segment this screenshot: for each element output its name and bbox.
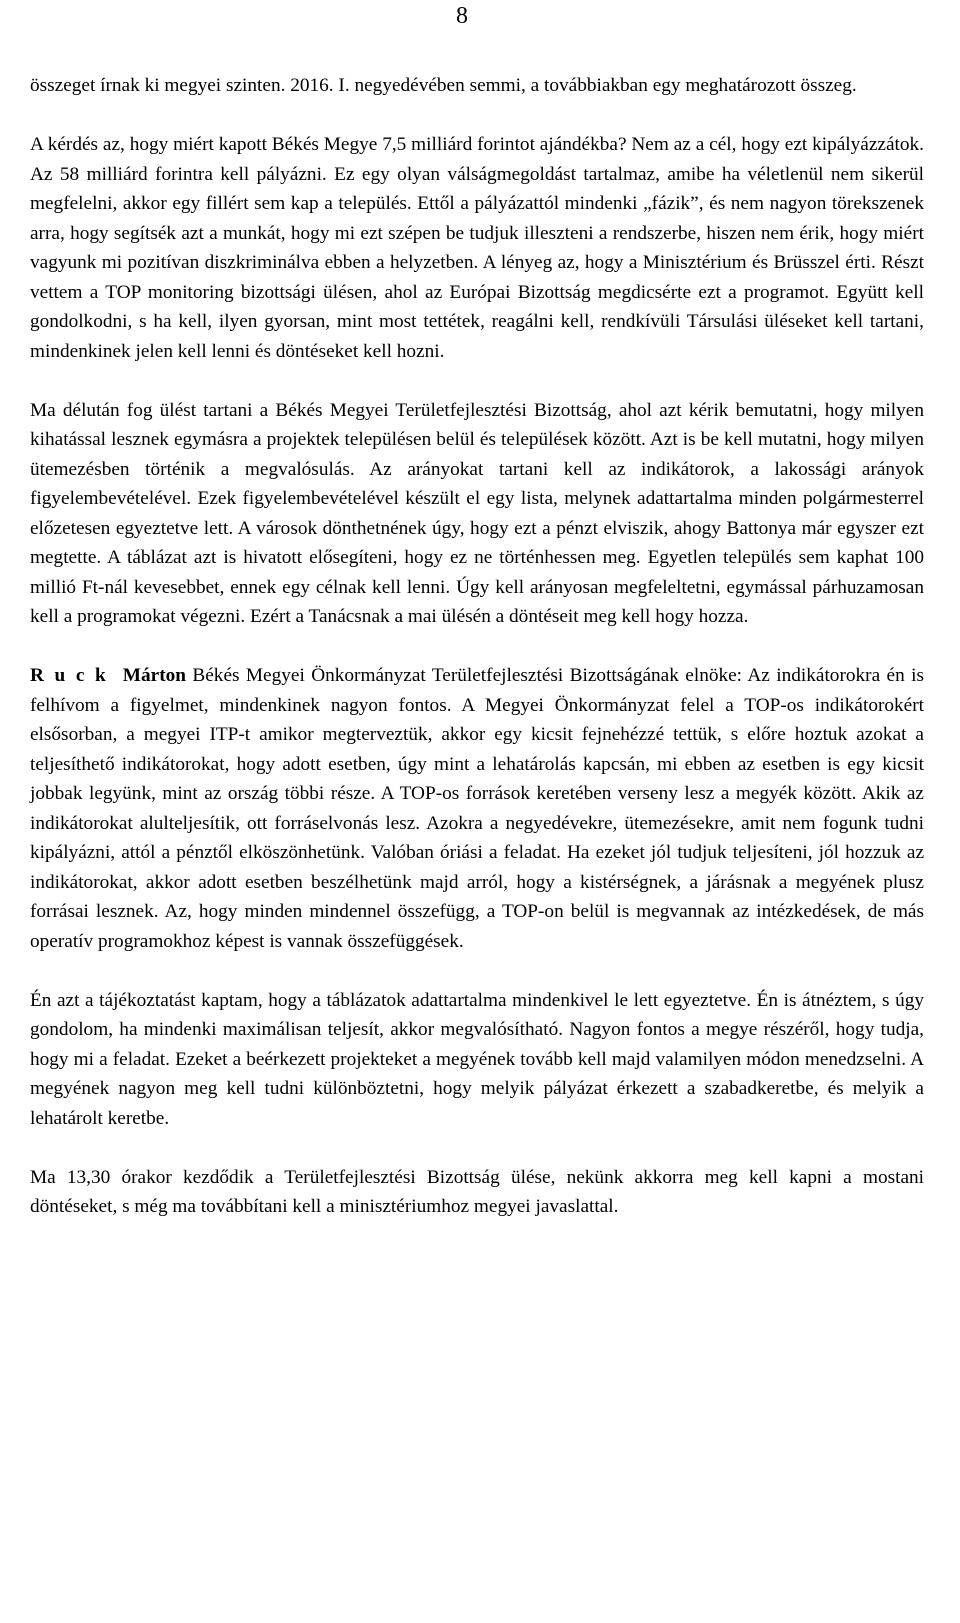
speaker-name	[30, 665, 186, 686]
paragraph-3: Ma délután fog ülést tartani a Békés Megyei Területfejlesztési Bizottság, ahol azt kérik bemutatni, hogy milyen kihatással lesznek egymásra a projektek településen belül és települések között. Azt is be kell mutatni, hogy milyen ütemezésben történik a megvalósulás. Az arányokat tartani kell az indikátorok, a lakossági arányok figyelembevételével. Ezek figyelembevételével készült el egy lista, melynek adattartalma minden polgármesterrel előzetesen egyeztetve lett. A városok dönthetnének úgy, hogy ezt a pénzt elviszik, ahogy Battonya már egyszer ezt megtette. A táblázat azt is hivatott elősegíteni, hogy ez ne történhessen meg. Egyetlen település sem kaphat 100 millió Ft-nál kevesebbet, ennek egy célnak kell lenni. Úgy kell arányosan megfeleltetni, egymással párhuzamosan kell a programokat végezni. Ezért a Tanácsnak a mai ülésén a döntéseit meg kell hogy hozza.	[30, 399, 924, 627]
document-body	[30, 71, 924, 1222]
paragraph-5: Én azt a tájékoztatást kaptam, hogy a táblázatok adattartalma mindenkivel le lett egyeztetve. Én is átnéztem, s úgy gondolom, ha mindenki maximálisan teljesít, akkor megvalósítható. Nagyon fontos a megye részéről, hogy tudja, hogy mi a feladat. Ezeket a beérkezett projekteket a megyének tovább kell majd valamilyen módon menedzselni. A megyének nagyon meg kell tudni különböztetni, hogy melyik pályázat érkezett a szabadkeretbe, és melyik a lehatárolt keretbe.	[30, 989, 924, 1129]
paragraph-2: A kérdés az, hogy miért kapott Békés Megye 7,5 milliárd forintot ajándékba? Nem az a cél, hogy ezt kipályázzátok. Az 58 milliárd forintra kell pályázni. Ez egy olyan válságmegoldást tartalmaz, amibe ha véletlenül nem sikerül megfelelni, akkor egy fillért sem kap a település. Ettől a pályázattól mindenki „fázik”, és nem nagyon törekszenek arra, hogy segítsék azt a munkát, hogy mi ezt szépen be tudjuk illeszteni a rendszerbe, hiszen nem érik, hogy miért vagyunk mi pozitívan diszkriminálva ebben a helyzetben. A lényeg az, hogy a Minisztérium és Brüsszel érti. Részt vettem a TOP monitoring bizottsági ülésen, ahol az Európai Bizottság megdicsérte ezt a programot. Együtt kell gondolkodni, s ha kell, ilyen gyorsan, mint most tettétek, reagálni kell, rendkívüli Társulási üléseket kell tartani, mindenkinek jelen kell lenni és döntéseket kell hozni.	[30, 134, 924, 362]
paragraph-1: összeget írnak ki megyei szinten. 2016. I. negyedévében semmi, a továbbiakban egy meghatározott összeg.	[30, 75, 857, 96]
paragraph-6: Ma 13,30 órakor kezdődik a Területfejlesztési Bizottság ülése, nekünk akkorra meg kell kapni a mostani döntéseket, s még ma továbbítani kell a minisztériumhoz megyei javaslattal.	[30, 1166, 924, 1217]
page-number: 8	[456, 3, 468, 29]
speaker-given-name: Márton	[122, 665, 186, 686]
speaker-surname: Ruck	[30, 665, 117, 686]
paragraph-4	[30, 661, 924, 956]
speaker-statement: Békés Megyei Önkormányzat Területfejlesztési Bizottságának elnöke: Az indikátorokra én is felhívom a figyelmet, mindenkinek nagyon fontos. A Megyei Önkormányzat felel a TOP-os indikátorokért elsősorban, a megyei ITP-t amikor megterveztük, akkor egy kicsit fejnehézzé tettük, s előre hoztuk azokat a teljesíthető indikátorokat, hogy adott esetben, úgy mint a lehatárolás kapcsán, mi ebben az esetben is egy kicsit jobbak legyünk, mint az ország többi része. A TOP-os források keretében verseny lesz a megyék között. Akik az indikátorokat alulteljesítik, ott forráselvonás lesz. Azokra a negyedévekre, ütemezésekre, amit nem fogunk tudni kipályázni, attól a pénztől elköszönhetünk. Valóban óriási a feladat. Ha ezeket jól tudjuk teljesíteni, jól hozzuk az indikátorokat, akkor adott esetben beszélhetünk majd arról, hogy a kistérségnek, a járásnak a megyének plusz forrásai lesznek. Az, hogy minden mindennel összefügg, a TOP-on belül is megvannak az intézkedések, de más operatív programokhoz képest is vannak összefüggések.	[30, 665, 924, 952]
